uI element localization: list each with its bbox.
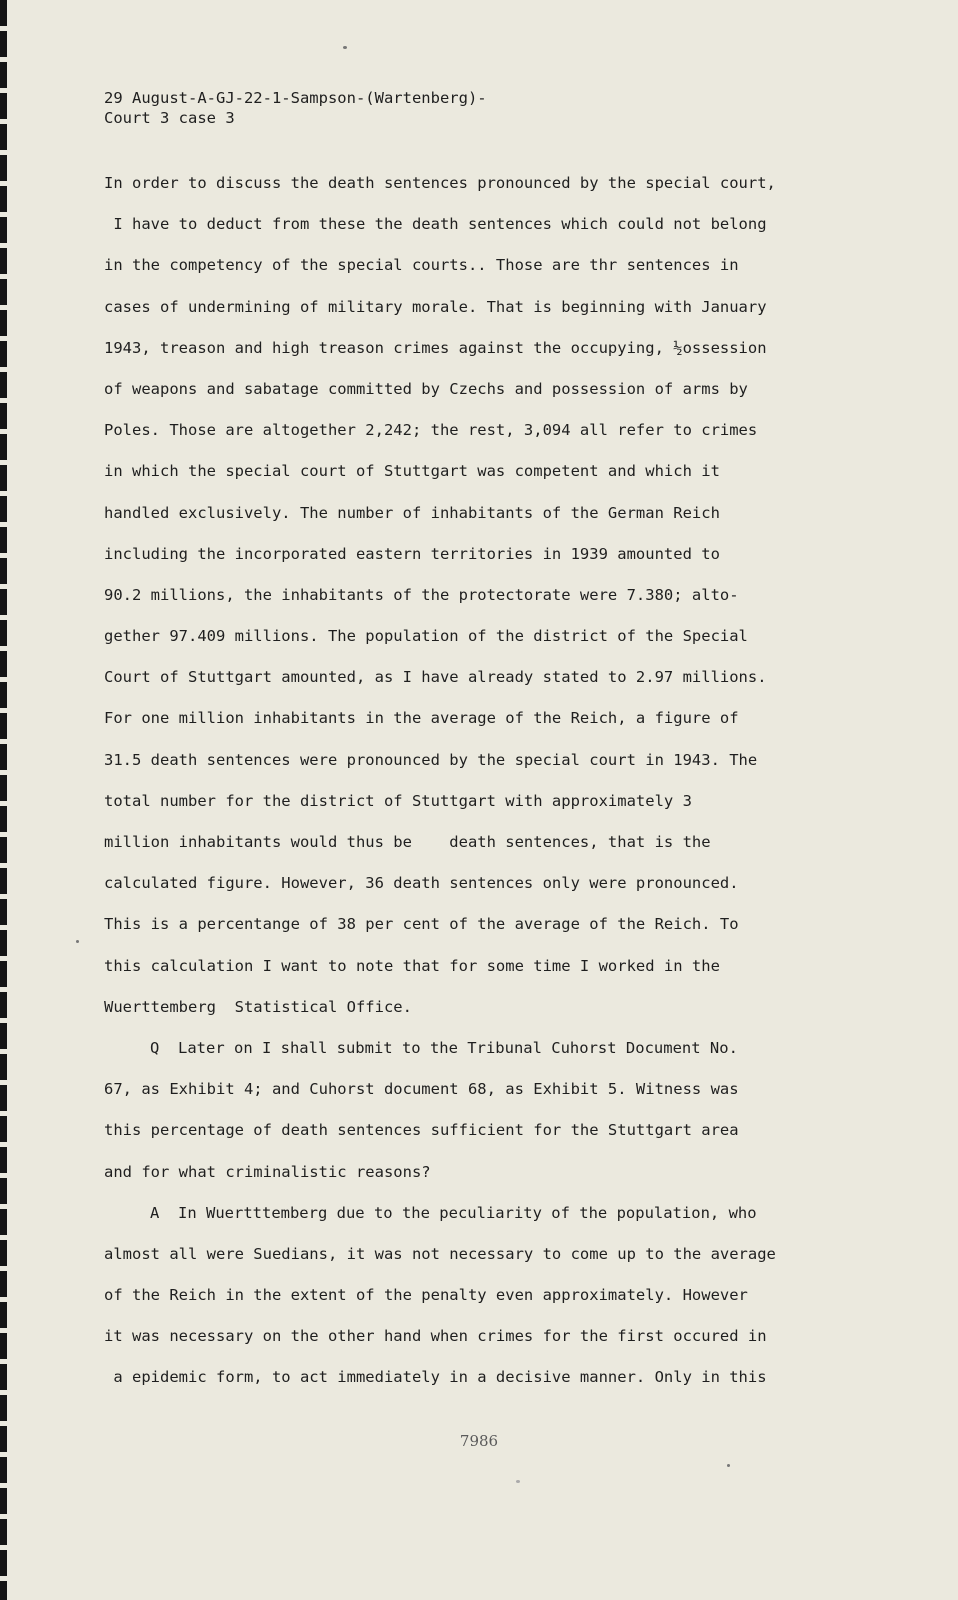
text-line: Wuerttemberg Statistical Office. [104,997,412,1016]
text-line: in which the special court of Stuttgart was competent and which it [104,462,720,481]
text-line: A In Wuertttemberg due to the peculiarity of the population, who [150,1203,757,1222]
text-line: in the competency of the special courts.. Those are thr sentences in [104,256,739,275]
paper-speck [516,1480,520,1483]
text-line: calculated figure. However, 36 death sentences only were pronounced. [104,874,739,893]
text-line: 1943, treason and high treason crimes against the occupying, ½ossession [104,338,767,357]
text-line: almost all were Suedians, it was not necessary to come up to the average [104,1244,776,1263]
text-line: In order to discuss the death sentences pronounced by the special court, [104,174,776,192]
paper-speck [727,1464,730,1467]
text-line: this percentage of death sentences sufficient for the Stuttgart area [104,1121,739,1140]
header-line-2: Court 3 case 3 [104,109,235,127]
text-line: of the Reich in the extent of the penalty even approximately. However [104,1286,748,1305]
text-line: Q Later on I shall submit to the Tribunal Cuhorst Document No. [150,1038,738,1057]
text-line: including the incorporated eastern territories in 1939 amounted to [104,544,720,563]
paper-speck [76,940,79,943]
paper-speck [343,46,347,49]
text-line: a epidemic form, to act immediately in a decisive manner. Only in this [104,1368,767,1387]
text-line: cases of undermining of military morale. That is beginning with January [104,297,767,316]
text-line: This is a percentange of 38 per cent of the average of the Reich. To [104,915,739,934]
text-line: I have to deduct from these the death sentences which could not belong [104,215,767,234]
text-line: Court of Stuttgart amounted, as I have already stated to 2.97 millions. [104,668,767,687]
text-line: and for what criminalistic reasons? [104,1162,431,1181]
text-line: handled exclusively. The number of inhabitants of the German Reich [104,503,720,522]
binding-edge [0,0,7,1600]
text-line: 31.5 death sentences were pronounced by the special court in 1943. The [104,750,758,769]
text-line: this calculation I want to note that for some time I worked in the [104,956,720,975]
text-line: For one million inhabitants in the average of the Reich, a figure of [104,709,739,728]
text-line: of weapons and sabatage committed by Czechs and possession of arms by [104,379,748,398]
text-line: 67, as Exhibit 4; and Cuhorst document 68, as Exhibit 5. Witness was [104,1080,739,1099]
header-line-1: 29 August-A-GJ-22-1-Sampson-(Wartenberg)- [104,89,487,107]
text-line: Poles. Those are altogether 2,242; the rest, 3,094 all refer to crimes [104,421,758,440]
document-body [104,163,864,1399]
text-line: total number for the district of Stuttgart with approximately 3 [104,791,692,810]
text-line: it was necessary on the other hand when crimes for the first occured in [104,1327,767,1346]
document-header [104,88,487,128]
text-line: gether 97.409 millions. The population of the district of the Special [104,627,748,646]
text-line: 90.2 millions, the inhabitants of the protectorate were 7.380; alto- [104,585,739,604]
page-number: 7986 [459,1432,499,1450]
text-line: million inhabitants would thus be death sentences, that is the [104,833,711,851]
